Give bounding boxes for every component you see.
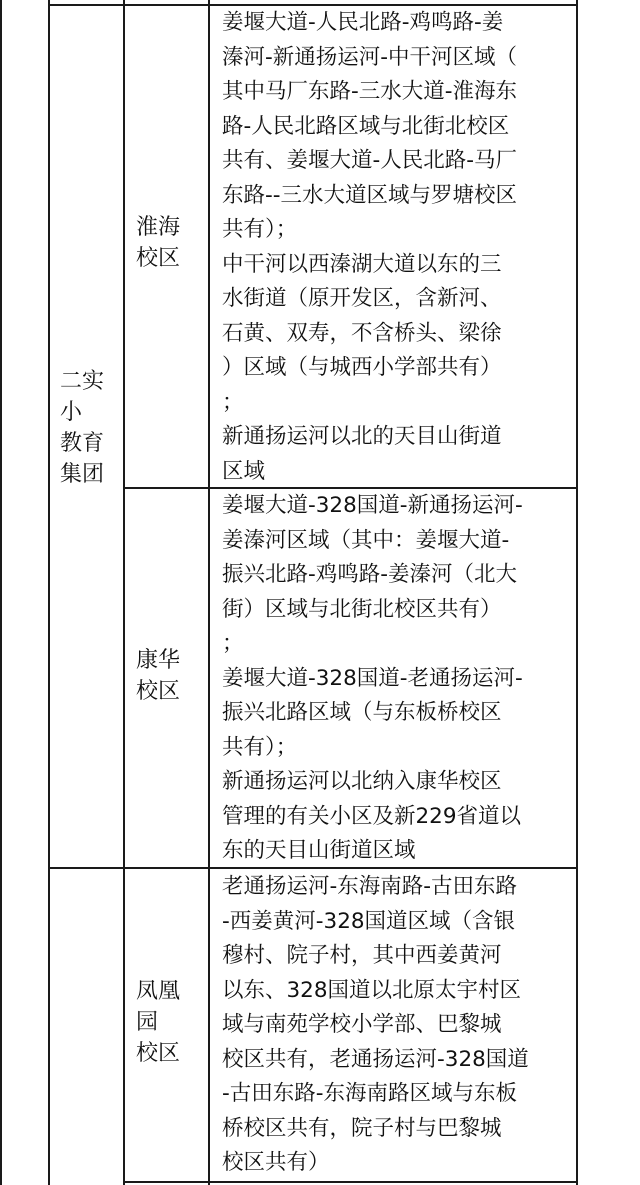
area-description-cell: 姜堰大道-人民北路-鸡鸣路-姜 溱河-新通扬运河-中干河区域（ 其中马厂东路-三水大道-淮海东 路-人民北路区域与北街北校区 共有、姜堰大道-人民北路-马厂 东路--三水大道区域与罗塘校区 共有）； 中干河以西溱湖大道以东的三 水街道（原开发区，含新河、 石黄、双寿，不含桥头、梁徐 ）区域（与城西小学部共有） ； 新通扬运河以北的天目山街道 区域 [222, 10, 518, 484]
table-divider-col1 [48, 0, 50, 1185]
campus-name-cell: 凤凰 园 校区 [136, 979, 181, 1066]
area-description-cell: 姜堰大道-328国道-新通扬运河- 姜溱河区域（其中：姜堰大道- 振兴北路-鸡鸣路-姜溱河（北大 街）区域与北街北校区共有） ； 姜堰大道-328国道-老通扬运河- 振兴北路区域（与东板桥校区 共有）； 新通扬运河以北纳入康华校区 管理的有关小区及新229省道以 东的天目山街道区域 [222, 493, 523, 863]
area-description-cell: 老通扬运河-东海南路-古田东路 -西姜黄河-328国道区域（含银 穆村、院子村，其中西姜黄河 以东、328国道以北原太宇村区 域与南苑学校小学部、巴黎城 校区共有，老通扬运河-328国道 -古田东路-东海南路区域与东板 桥校区共有，院子村与巴黎城 校区共有） [222, 874, 529, 1175]
row-divider-bottom [123, 1181, 576, 1183]
table-border-right [576, 0, 578, 1185]
table-divider-col2 [123, 0, 125, 1185]
group-name-cell: 二实 小 教育 集团 [60, 369, 105, 487]
campus-name-cell: 康华 校区 [136, 648, 181, 704]
table-divider-col3 [208, 0, 210, 1185]
table-border-left [0, 0, 2, 1185]
campus-name-cell: 淮海 校区 [136, 215, 181, 271]
